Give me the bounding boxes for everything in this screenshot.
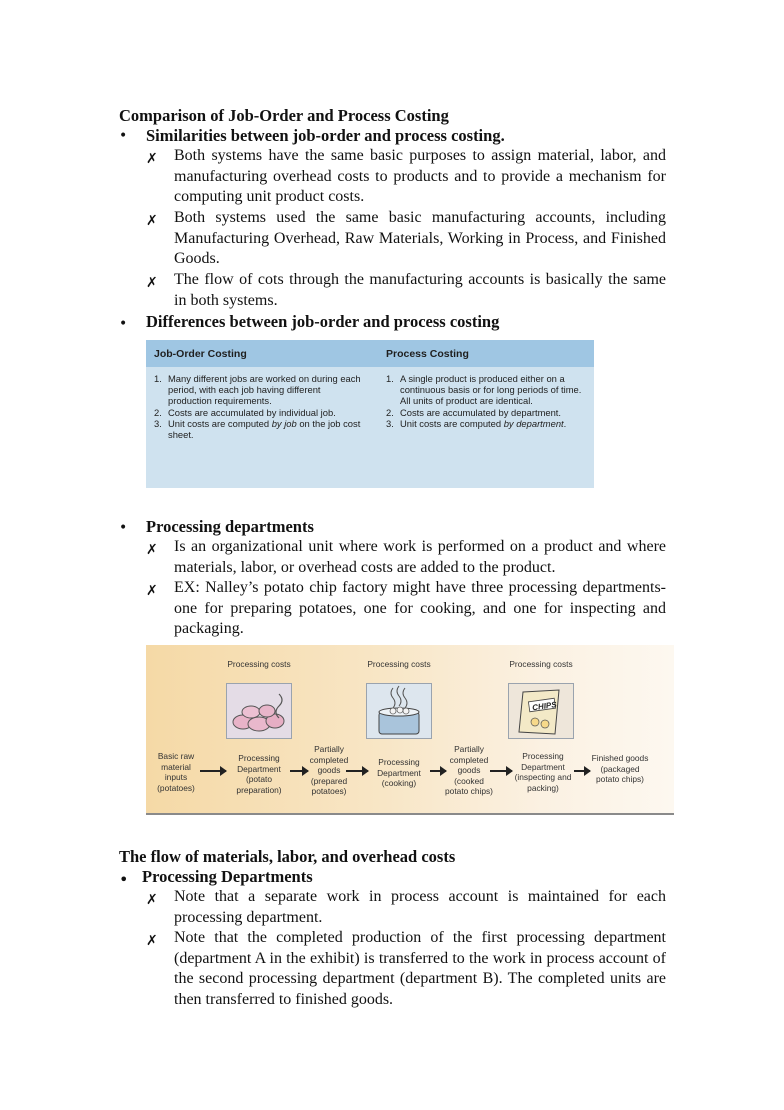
potato-preparation-illustration [226, 683, 292, 739]
bullet-icon: • [119, 520, 128, 536]
similarity-item: The flow of cots through the manufacturing accounts is basically the same in both systems. [174, 271, 666, 309]
flow-arrow [200, 770, 226, 772]
process-flow-diagram [146, 645, 674, 815]
similarity-item: Both systems have the same basic purposes to assign material, labor, and manufacturing overhead costs to products and to provide a mechanism for computing unit product costs. [174, 147, 666, 206]
section-title-comparison: Comparison of Job-Order and Process Costing [119, 106, 449, 125]
cross-bullet-icon: ✗ [146, 213, 158, 229]
similarities-heading: Similarities between job-order and process costing. [146, 126, 505, 145]
differences-heading: Differences between job-order and process costing [146, 312, 500, 331]
list-item: 2. Costs are accumulated by department. [386, 406, 562, 418]
potatoes-icon [227, 684, 291, 738]
list-item: 2. Costs are accumulated by individual job. [154, 406, 336, 418]
processing-costs-label: Processing costs [367, 659, 431, 669]
processing-costs-label: Processing costs [227, 659, 291, 669]
stage-raw-materials: Basic raw material inputs (potatoes) [157, 751, 195, 793]
stage-partial-goods-1: Partially completed goods (prepared potatoes) [309, 744, 349, 797]
bullet-icon: • [119, 870, 129, 889]
bullet-icon: • [119, 128, 128, 144]
flow-item: Note that the completed production of the first processing department (department A in the exhibit) is transferred to the work in process account of the second processing department (department B). The completed units are then transferred to finished goods. [174, 929, 666, 1008]
cross-bullet-icon: ✗ [146, 933, 158, 949]
list-item: 1. A single product is produced either on a continuous basis or for long periods of time. All units of product are identical. [386, 373, 582, 407]
flow-arrow [490, 770, 512, 772]
stage-finished-goods: Finished goods (packaged potato chips) [591, 753, 649, 785]
process-list [386, 373, 590, 429]
flow-item: Note that a separate work in process account is maintained for each processing department. [174, 888, 666, 926]
job-order-list [154, 373, 362, 440]
stage-partial-goods-2: Partially completed goods (cooked potato chips) [445, 744, 493, 797]
flow-arrow [574, 770, 590, 772]
diagram-divider [146, 813, 674, 815]
list-item: 3. Unit costs are computed by job on the job cost sheet. [154, 417, 361, 441]
chips-bag-text: CHIPS [531, 700, 558, 713]
processing-costs-label: Processing costs [509, 659, 573, 669]
list-item: 3. Unit costs are computed by department. [386, 417, 567, 429]
table-header-process: Process Costing [386, 348, 469, 360]
processing-departments-heading: Processing departments [146, 517, 314, 536]
comparison-table [146, 340, 594, 488]
list-item: 1. Many different jobs are worked on during each period, with each job having different production requirements. [154, 373, 361, 407]
flow-arrow [346, 770, 368, 772]
cross-bullet-icon: ✗ [146, 275, 158, 291]
cooking-pot-icon [367, 684, 431, 738]
table-header-job-order: Job-Order Costing [154, 348, 247, 360]
chips-bag-icon [509, 684, 573, 738]
cross-bullet-icon: ✗ [146, 583, 158, 599]
bullet-icon: • [119, 316, 128, 332]
cooking-illustration [366, 683, 432, 739]
cross-bullet-icon: ✗ [146, 892, 158, 908]
packaging-illustration [508, 683, 574, 739]
processing-item: EX: Nalley’s potato chip factory might have three processing departments-one for preparing potatoes, one for cooking, and one for inspecting and packaging. [174, 579, 666, 638]
cross-bullet-icon: ✗ [146, 151, 158, 167]
stage-dept-preparation: Processing Department (potato preparation) [236, 753, 282, 795]
stage-dept-cooking: Processing Department (cooking) [377, 757, 421, 789]
section-title-flow: The flow of materials, labor, and overhead costs [119, 847, 456, 866]
processing-departments-subheading: Processing Departments [142, 867, 313, 886]
cross-bullet-icon: ✗ [146, 542, 158, 558]
similarity-item: Both systems used the same basic manufacturing accounts, including Manufacturing Overhead, Raw Materials, Working in Process, and Finished Goods. [174, 209, 666, 268]
stage-dept-packing: Processing Department (inspecting and packing) [514, 751, 572, 793]
processing-item: Is an organizational unit where work is performed on a product and where materials, labor, or overhead costs are added to the product. [174, 538, 666, 576]
